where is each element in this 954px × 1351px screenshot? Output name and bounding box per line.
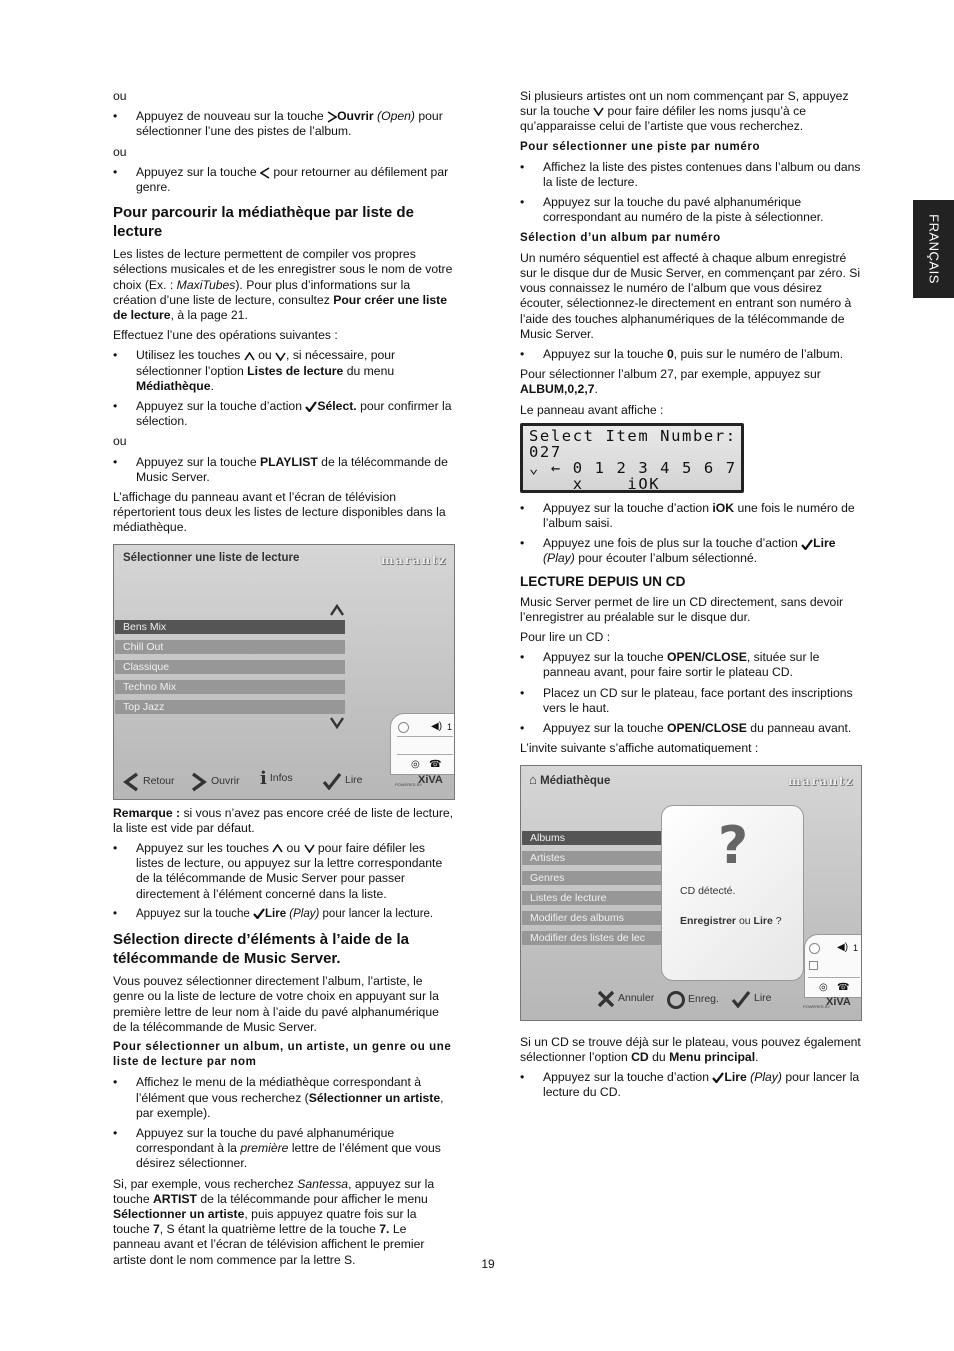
front-panel-display xyxy=(520,423,744,493)
section-heading: Sélection directe d’éléments à l’aide de la télécommande de Music Server. xyxy=(113,931,409,968)
status-panel xyxy=(804,934,862,998)
chevron-right-icon xyxy=(327,111,337,123)
bullet-list xyxy=(113,841,455,922)
list-item: • Appuyez sur la touche du pavé alphanumérique correspondant à la première lettre de l’élément que vous désirez sélectionner. xyxy=(113,1126,455,1172)
volume-icon: ◀) xyxy=(431,720,443,732)
paragraph: Music Server permet de lire un CD directement, sans devoir l’enregistrer au préalable sur le disque dur. xyxy=(520,594,844,624)
list-item: • Appuyez de nouveau sur la touche Ouvrir (Open) pour sélectionner l’une des pistes de l’album. xyxy=(113,109,455,139)
note: Remarque : si vous n’avez pas encore créé de liste de lecture, la liste est vide par défaut. xyxy=(113,805,454,835)
menu-item-edit-playlists[interactable]: Modifier des listes de lec xyxy=(522,931,661,945)
info-button[interactable]: i Infos xyxy=(260,767,293,789)
paragraph: Pour sélectionner l’album 27, par exemple, appuyez sur ALBUM,0,2,7. xyxy=(520,367,821,397)
subheading: Pour sélectionner un album, un artiste, un genre ou une liste de lecture par nom xyxy=(113,1040,452,1069)
right-column xyxy=(520,89,861,1105)
list-item[interactable]: Classique xyxy=(115,660,345,674)
phone-icon: ☎ xyxy=(429,758,442,770)
bullet-list xyxy=(520,1070,861,1100)
page-number: 19 xyxy=(481,1257,495,1271)
bullet-list xyxy=(113,348,455,429)
section-heading: LECTURE DEPUIS UN CD xyxy=(520,573,686,589)
lcd-line: ⌄ ← 0 1 2 3 4 5 6 7 xyxy=(529,458,737,477)
paragraph: Le panneau avant affiche : xyxy=(520,402,664,417)
xiva-logo: XiVA xyxy=(418,773,443,786)
playlist-screen-image xyxy=(113,544,455,800)
home-icon: ⌂ xyxy=(529,771,537,787)
list-item: • Appuyez sur la touche d’action iOK une fois le numéro de l’album saisi. xyxy=(520,501,861,531)
bullet-list xyxy=(113,165,455,195)
chevron-left-icon xyxy=(122,772,140,792)
record-icon xyxy=(667,991,685,1009)
paragraph: L’affichage du panneau avant et l’écran de télévision répertorient tous deux les listes de lecture disponibles dans la médiathèque. xyxy=(113,490,446,535)
chevron-right-icon xyxy=(190,772,208,792)
dialog-question: Enregistrer ou Lire ? xyxy=(680,914,782,927)
checkmark-icon xyxy=(712,1072,724,1083)
chevron-down-icon xyxy=(304,844,315,853)
paragraph: Vous pouvez sélectionner directement l’album, l’artiste, le genre ou la liste de lecture de votre choix en appuyant sur la première lettre de leur nom à l’aide du pavé alphanumérique de la télécommande de Music Server. xyxy=(113,974,439,1034)
paragraph: Effectuez l’une des opérations suivantes : xyxy=(113,328,338,343)
paragraph: Si plusieurs artistes ont un nom commençant par S, appuyez sur la touche pour faire défiler les noms jusqu’à ce qu’apparaisse celui de l’artiste que vous recherchez. xyxy=(520,89,849,134)
bullet-list xyxy=(520,347,861,362)
menu-item-playlists[interactable]: Listes de lecture xyxy=(522,891,661,905)
record-dot-icon xyxy=(809,943,820,954)
or-text: ou xyxy=(113,144,127,159)
list-item[interactable]: Techno Mix xyxy=(115,680,345,694)
checkmark-icon xyxy=(305,401,317,412)
cd-dialog xyxy=(661,805,804,981)
list-item[interactable]: Top Jazz xyxy=(115,700,345,714)
paragraph: Si, par exemple, vous recherchez Santessa, appuyez sur la touche ARTIST de la télécommande pour afficher le menu Sélectionner un artiste, puis appuyez quatre fois sur la touche 7, S étant la quatrième lettre de la touche 7. Le panneau avant et l’écran de télévision affichent le premier artiste dont le nom commence par la lettre S. xyxy=(113,1176,435,1267)
or-text: ou xyxy=(113,434,127,449)
checkmark-icon xyxy=(322,772,342,790)
close-icon xyxy=(597,990,615,1008)
screen-title: Sélectionner une liste de lecture xyxy=(123,551,300,564)
checkmark-icon xyxy=(801,539,813,550)
bullet-list xyxy=(520,650,861,736)
subheading: Sélection d’un album par numéro xyxy=(520,231,721,244)
bullet-list xyxy=(113,455,455,485)
volume-icon: ◀) xyxy=(837,941,849,953)
paragraph: Un numéro séquentiel est affecté à chaque album enregistré sur le disque dur de Music Server, en commençant par zéro. Si vous connaissez le numéro de l’album que vous désirez écouter, sélectionnez-le directement en entrant son numéro à l’aide des touches alphanumériques de la télécommande de Music Server. xyxy=(520,250,861,341)
language-tab xyxy=(913,200,954,298)
list-item: • Affichez la liste des pistes contenues dans l’album ou dans la liste de lecture. xyxy=(520,160,861,190)
cd-icon: ◎ xyxy=(411,758,420,770)
lcd-line: 027 xyxy=(529,442,562,461)
paragraph: Si un CD se trouve déjà sur le plateau, vous pouvez également sélectionner l’option CD du Menu principal. xyxy=(520,1034,861,1064)
list-item: • Appuyez sur la touche OPEN/CLOSE du panneau avant. xyxy=(520,721,861,736)
cd-detected-screen-image xyxy=(520,765,862,1021)
lcd-line: x iOK xyxy=(529,474,661,493)
menu-item-edit-albums[interactable]: Modifier des albums xyxy=(522,911,661,925)
back-button[interactable]: Retour xyxy=(122,772,175,792)
cancel-button[interactable]: Annuler xyxy=(597,990,654,1008)
powered-by-label: POWERED BY xyxy=(395,781,423,787)
status-value: 1 xyxy=(853,942,859,953)
paragraph: Les listes de lecture permettent de compiler vos propres sélections musicales et de les enregistrer sous le nom de votre choix (Ex. : MaxiTubes). Pour plus d’informations sur la création d’une liste de lecture, consultez Pour créer une liste de lecture, à la page 21. xyxy=(113,247,453,323)
list-item: • Appuyez sur la touche du pavé alphanumérique correspondant au numéro de la piste à sélectionner. xyxy=(520,195,861,225)
menu-item-artists[interactable]: Artistes xyxy=(522,851,661,865)
chevron-left-icon xyxy=(260,167,270,179)
bullet-list xyxy=(113,109,455,139)
list-item: • Appuyez sur la touche pour retourner au défilement par genre. xyxy=(113,165,455,195)
phone-icon: ☎ xyxy=(837,981,850,993)
chevron-down-icon xyxy=(593,107,604,116)
chevron-down-icon xyxy=(275,352,286,361)
left-column xyxy=(113,89,455,1273)
list-item: • Appuyez sur la touche d’action Sélect. pour confirmer la sélection. xyxy=(113,399,455,429)
subheading: Pour sélectionner une piste par numéro xyxy=(520,140,761,153)
list-item: • Appuyez sur la touche Lire (Play) pour lancer la lecture. xyxy=(113,907,455,922)
question-mark-icon: ? xyxy=(718,815,749,876)
marantz-logo: marantz xyxy=(380,552,447,567)
bullet-list xyxy=(520,501,861,567)
chevron-up-icon xyxy=(272,844,283,853)
status-panel xyxy=(390,713,455,775)
list-item: • Appuyez sur la touche d’action Lire (Play) pour lancer la lecture du CD. xyxy=(520,1070,861,1100)
list-item[interactable]: Chill Out xyxy=(115,640,345,654)
section-heading: Pour parcourir la médiathèque par liste de lecture xyxy=(113,204,414,241)
powered-by-label: POWERED BY xyxy=(803,1003,831,1009)
xiva-logo: XiVA xyxy=(826,995,851,1008)
record-button[interactable]: Enreg. xyxy=(667,991,719,1009)
list-item: • Appuyez sur la touche PLAYLIST de la télécommande de Music Server. xyxy=(113,455,455,485)
checkmark-icon xyxy=(253,908,265,919)
chevron-up-icon xyxy=(244,352,255,361)
cd-icon: ◎ xyxy=(819,981,828,993)
list-item: • Appuyez une fois de plus sur la touche d’action Lire (Play) pour écouter l’album sélectionné. xyxy=(520,536,861,566)
list-item: • Affichez le menu de la médiathèque correspondant à l’élément que vous recherchez (Sélectionner un artiste, par exemple). xyxy=(113,1075,455,1121)
language-label: FRANÇAIS xyxy=(926,214,942,284)
marantz-logo: marantz xyxy=(787,773,854,788)
play-button[interactable]: Lire xyxy=(322,772,363,790)
stop-icon xyxy=(809,961,818,970)
list-item: • Appuyez sur la touche 0, puis sur le numéro de l’album. xyxy=(520,347,861,362)
paragraph: L’invite suivante s’affiche automatiquement : xyxy=(520,741,759,756)
list-item: • Appuyez sur la touche OPEN/CLOSE, située sur le panneau avant, pour faire sortir le plateau CD. xyxy=(520,650,861,680)
paragraph: Pour lire un CD : xyxy=(520,630,611,645)
list-item: • Utilisez les touches ou , si nécessaire, pour sélectionner l’option Listes de lecture du menu Médiathèque. xyxy=(113,348,455,394)
scroll-up-icon xyxy=(330,604,344,616)
dialog-message: CD détecté. xyxy=(680,884,736,897)
screen-title-wrap xyxy=(529,772,610,789)
checkmark-icon xyxy=(731,990,751,1008)
menu-item-genres[interactable]: Genres xyxy=(522,871,661,885)
list-item[interactable]: Bens Mix xyxy=(115,620,345,634)
play-button[interactable]: Lire xyxy=(731,990,772,1008)
screen-title: Médiathèque xyxy=(540,774,611,787)
record-dot-icon xyxy=(398,722,409,733)
open-button[interactable]: Ouvrir xyxy=(190,772,240,792)
menu-item-albums[interactable]: Albums xyxy=(522,831,661,845)
list-item: • Placez un CD sur le plateau, face portant des inscriptions vers le haut. xyxy=(520,686,861,716)
list-item: • Appuyez sur les touches ou pour faire défiler les listes de lecture, ou appuyez sur la lettre correspondante de la télécommande de Music Server pour passer directement à l’élément concerné dans la liste. xyxy=(113,841,455,902)
lcd-line: Select Item Number: xyxy=(529,426,737,445)
info-icon: i xyxy=(260,767,267,789)
scroll-down-icon xyxy=(330,717,344,729)
bullet-list xyxy=(520,160,861,226)
or-text: ou xyxy=(113,89,127,103)
status-value: 1 xyxy=(447,721,453,732)
bullet-list xyxy=(113,1075,455,1171)
